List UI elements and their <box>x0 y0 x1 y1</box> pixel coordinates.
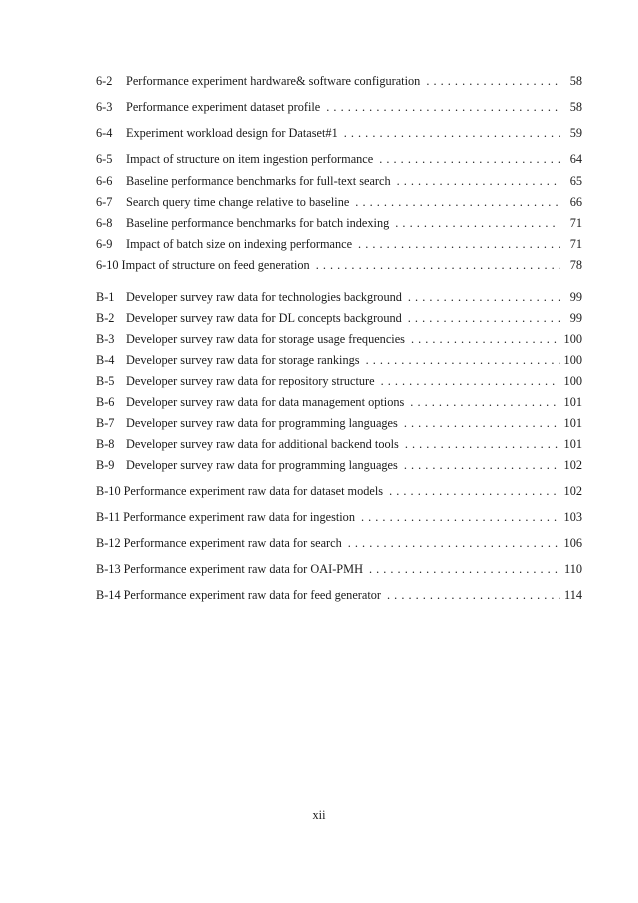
entry-page: 101 <box>563 416 582 430</box>
toc-entry <box>96 173 582 189</box>
entry-title: Performance experiment raw data for dataset models <box>123 484 384 498</box>
entry-page: 64 <box>569 152 582 166</box>
entry-number: 6-10 <box>96 258 119 272</box>
entry-title: Impact of structure on item ingestion performance <box>126 152 374 166</box>
toc-entry <box>96 331 582 347</box>
entry-number: B-13 <box>96 562 121 576</box>
entry-title: Developer survey raw data for technologies background <box>126 290 402 304</box>
entry-page: 71 <box>569 237 582 251</box>
toc-entry <box>96 125 582 141</box>
entry-title: Performance experiment hardware& software configuration <box>126 74 421 88</box>
toc-entry <box>96 394 582 410</box>
entry-page: 58 <box>569 100 582 114</box>
entry-title: Developer survey raw data for programming languages <box>126 458 398 472</box>
entry-page: 78 <box>569 258 582 272</box>
toc-entry <box>96 151 582 167</box>
dot-leader <box>397 173 560 189</box>
dot-leader <box>389 483 559 499</box>
dot-leader <box>387 587 560 603</box>
entry-page: 65 <box>569 174 582 188</box>
entry-number: B-3 <box>96 332 115 346</box>
entry-title: Impact of structure on feed generation <box>121 258 310 272</box>
entry-page: 102 <box>563 484 582 498</box>
entry-title: Developer survey raw data for repository structure <box>126 374 375 388</box>
toc-entry <box>96 289 582 305</box>
entry-title: Developer survey raw data for programming languages <box>126 416 398 430</box>
entry-title: Performance experiment raw data for ingestion <box>123 510 355 524</box>
entry-number: B-12 <box>96 536 121 550</box>
entry-number: 6-7 <box>96 195 113 209</box>
dot-leader <box>366 352 560 368</box>
entry-page: 110 <box>564 562 582 576</box>
entry-number: 6-6 <box>96 174 113 188</box>
entry-page: 66 <box>569 195 582 209</box>
entry-number: B-5 <box>96 374 115 388</box>
entry-number: B-14 <box>96 588 121 602</box>
entry-page: 106 <box>563 536 582 550</box>
toc-entry <box>96 436 582 452</box>
entry-title: Performance experiment dataset profile <box>126 100 321 114</box>
entry-title: Developer survey raw data for DL concepts background <box>126 311 402 325</box>
entry-title: Performance experiment raw data for search <box>123 536 342 550</box>
dot-leader <box>410 394 559 410</box>
toc-entry <box>96 509 582 525</box>
entry-number: 6-4 <box>96 126 113 140</box>
dot-leader <box>404 457 560 473</box>
entry-title: Experiment workload design for Dataset#1 <box>126 126 338 140</box>
entry-title: Performance experiment raw data for feed generator <box>123 588 382 602</box>
toc-entry <box>96 236 582 252</box>
entry-page: 99 <box>569 311 582 325</box>
dot-leader <box>348 535 560 551</box>
entry-page: 100 <box>563 332 582 346</box>
entry-page: 71 <box>569 216 582 230</box>
entry-title: Impact of batch size on indexing performance <box>126 237 353 251</box>
toc-entry <box>96 194 582 210</box>
toc-entry <box>96 352 582 368</box>
dot-leader <box>411 331 560 347</box>
entry-page: 100 <box>563 374 582 388</box>
dot-leader <box>381 373 560 389</box>
toc-entry <box>96 99 582 115</box>
entry-number: 6-5 <box>96 152 113 166</box>
dot-leader <box>426 73 560 89</box>
entry-title: Search query time change relative to baseline <box>126 195 350 209</box>
toc-entry <box>96 257 582 273</box>
entry-title: Developer survey raw data for storage rankings <box>126 353 360 367</box>
entry-number: B-8 <box>96 437 115 451</box>
entry-page: 114 <box>564 588 582 602</box>
toc-entry <box>96 561 582 577</box>
entry-number: B-11 <box>96 510 121 524</box>
entry-number: B-9 <box>96 458 115 472</box>
dot-leader <box>361 509 560 525</box>
dot-leader <box>344 125 560 141</box>
toc-entry <box>96 215 582 231</box>
toc-entry <box>96 310 582 326</box>
dot-leader <box>358 236 560 252</box>
entry-page: 102 <box>563 458 582 472</box>
toc-entry <box>96 73 582 89</box>
entry-page: 103 <box>563 510 582 524</box>
entry-page: 101 <box>563 437 582 451</box>
dot-leader <box>395 215 560 231</box>
entry-number: B-1 <box>96 290 115 304</box>
toc-entry <box>96 535 582 551</box>
entry-page: 59 <box>569 126 582 140</box>
entry-title: Baseline performance benchmarks for full-text search <box>126 174 391 188</box>
entry-title: Developer survey raw data for data management options <box>126 395 405 409</box>
entry-number: B-4 <box>96 353 115 367</box>
entry-number: 6-3 <box>96 100 113 114</box>
entry-page: 58 <box>569 74 582 88</box>
entry-number: B-10 <box>96 484 121 498</box>
dot-leader <box>405 436 560 452</box>
entry-number: 6-9 <box>96 237 113 251</box>
dot-leader <box>404 415 560 431</box>
entry-title: Developer survey raw data for storage usage frequencies <box>126 332 405 346</box>
toc-entry <box>96 587 582 603</box>
entry-number: 6-8 <box>96 216 113 230</box>
toc-entry <box>96 483 582 499</box>
page-number: xii <box>312 808 326 822</box>
entry-page: 99 <box>569 290 582 304</box>
entry-page: 101 <box>563 395 582 409</box>
dot-leader <box>326 99 560 115</box>
entry-number: B-7 <box>96 416 115 430</box>
entry-number: B-6 <box>96 395 115 409</box>
dot-leader <box>408 289 560 305</box>
toc-entry <box>96 457 582 473</box>
entry-number: B-2 <box>96 311 115 325</box>
entry-title: Developer survey raw data for additional backend tools <box>126 437 399 451</box>
toc-entry <box>96 373 582 389</box>
entry-page: 100 <box>563 353 582 367</box>
dot-leader <box>379 151 560 167</box>
dot-leader <box>369 561 560 577</box>
entry-title: Baseline performance benchmarks for batch indexing <box>126 216 390 230</box>
dot-leader <box>316 257 560 273</box>
dot-leader <box>408 310 560 326</box>
entry-title: Performance experiment raw data for OAI-PMH <box>123 562 363 576</box>
toc-entry <box>96 415 582 431</box>
entry-number: 6-2 <box>96 74 113 88</box>
dot-leader <box>355 194 560 210</box>
